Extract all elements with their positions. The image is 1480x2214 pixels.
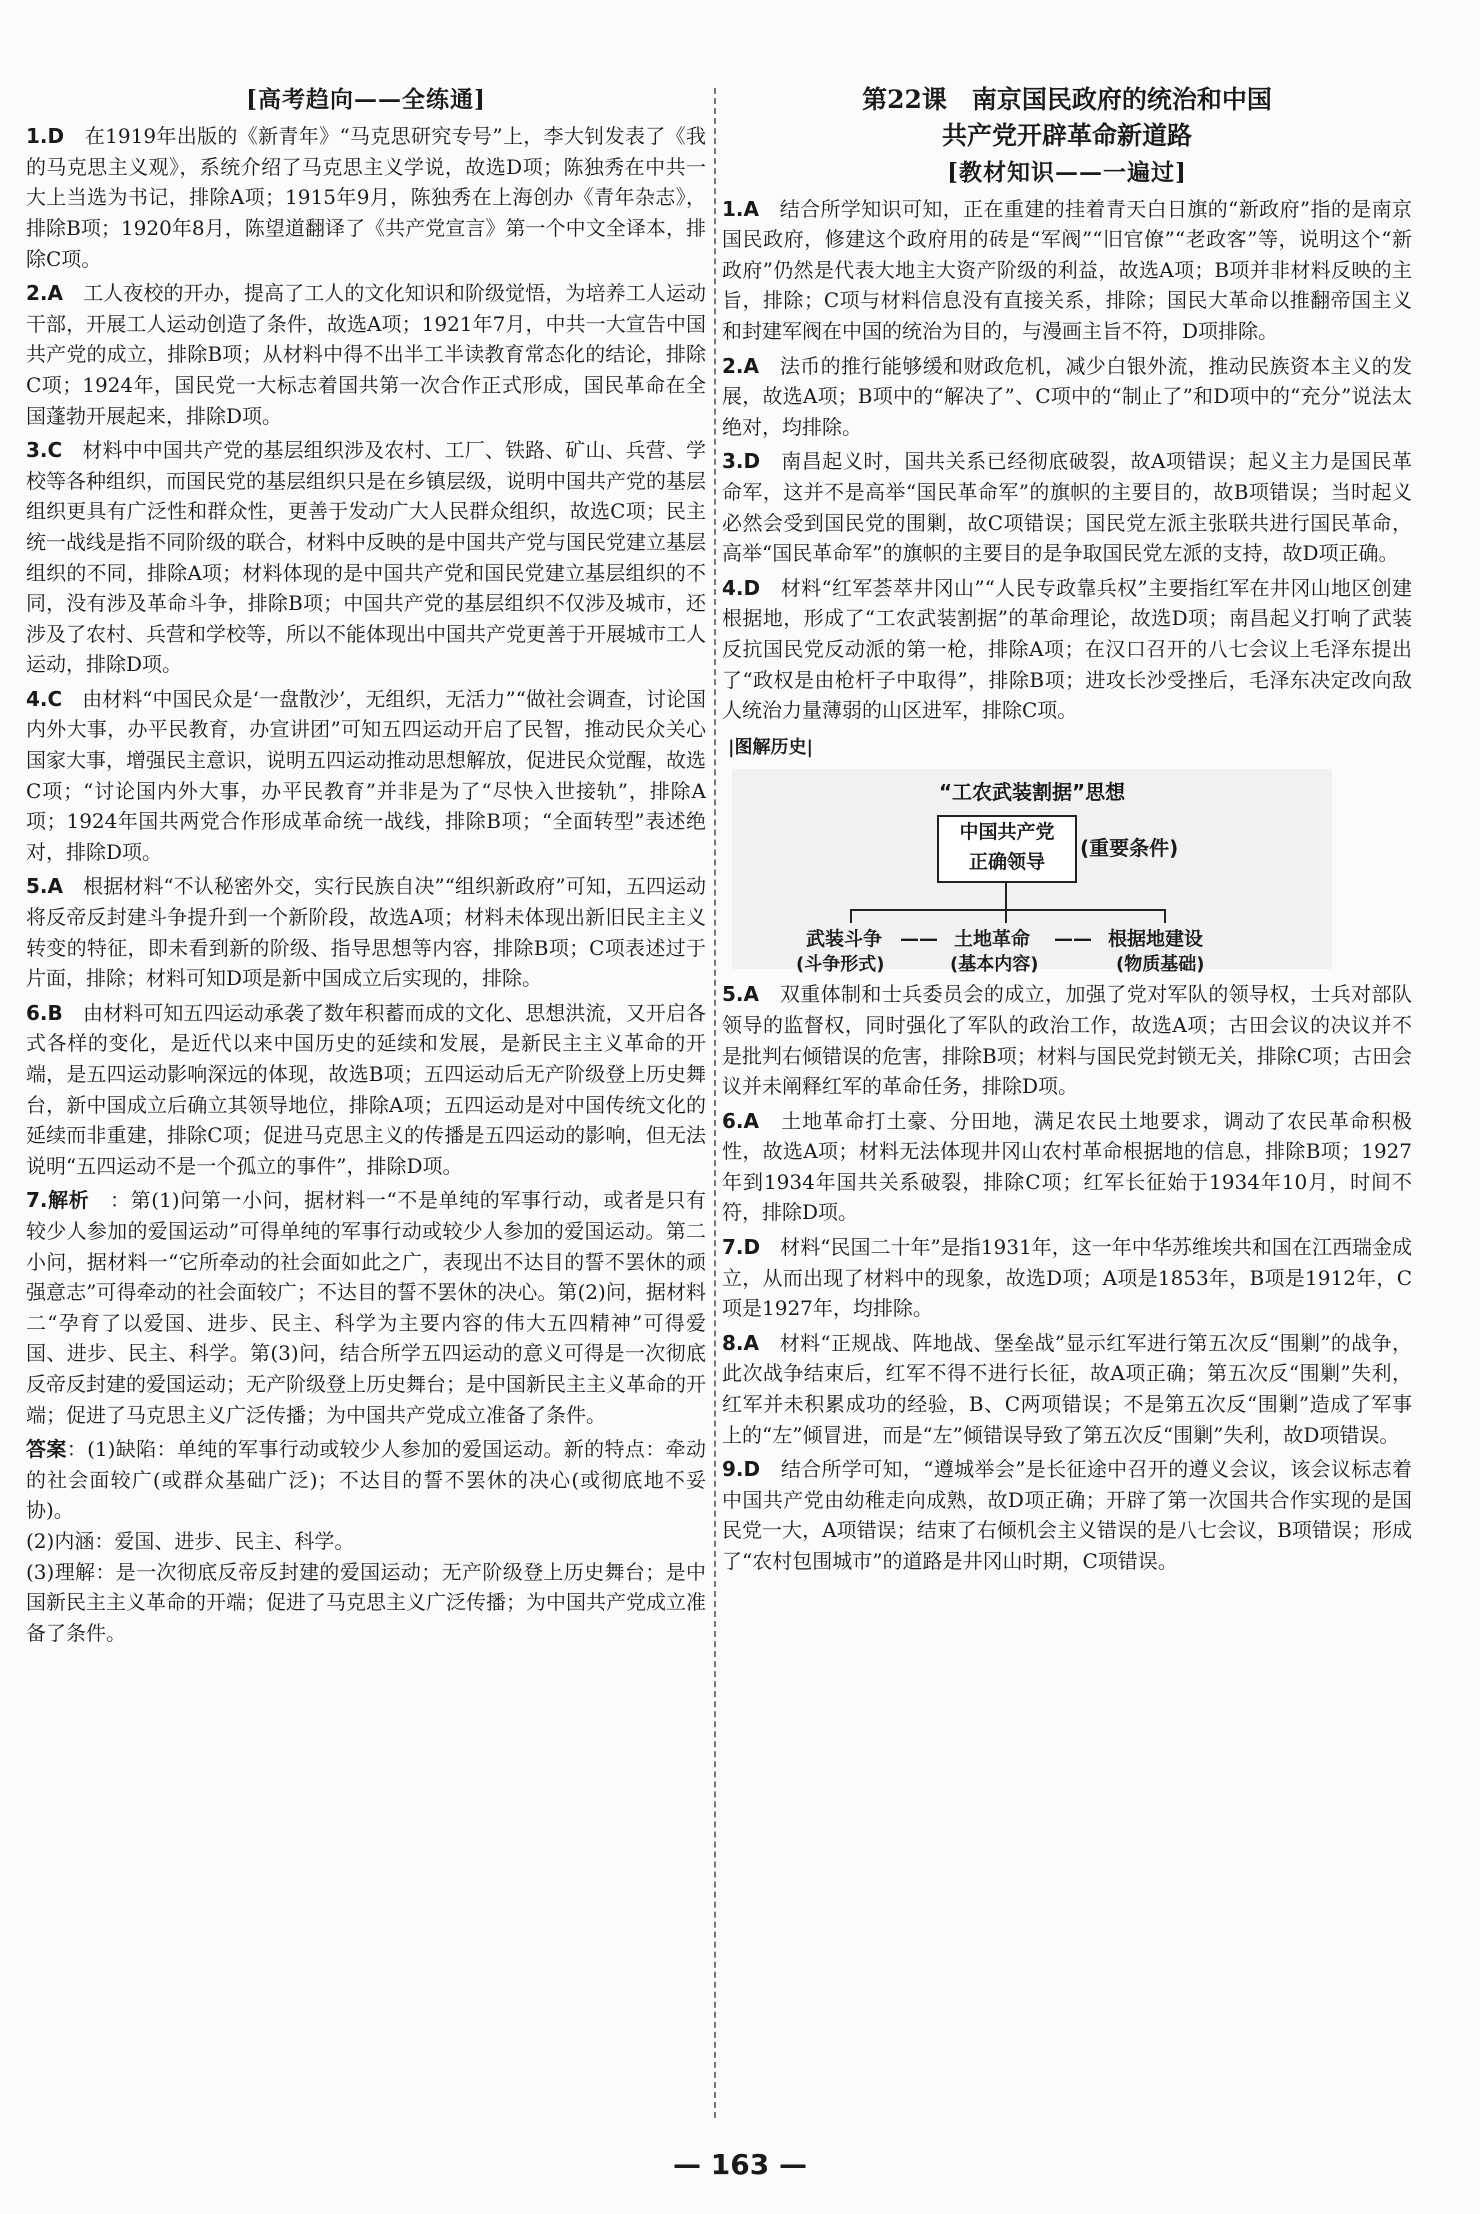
answer-item	[722, 1106, 1412, 1228]
item-text: 结合所学可知，“遵城举会”是长征途中召开的遵义会议，该会议标志着中国共产党由幼稚走向成熟，故D项正确；开辟了第一次国共合作实现的是国民党一大，A项错误；结束了右倾机会主义错误的是八七会议，B项错误；形成了“农村包围城市”的道路是井冈山时期，C项错误。	[722, 1457, 1413, 1573]
diagram-leadership-box	[937, 815, 1077, 883]
section-heading-practice: [高考趋向——全练通]	[246, 86, 486, 113]
item-text: 材料“民国二十年”是指1931年，这一年中华苏维埃共和国在江西瑞金成立，从而出现了材料中的现象，故选D项；A项是1853年，B项是1912年，C项是1927年，均排除。	[722, 1235, 1413, 1321]
answer-item	[722, 446, 1412, 568]
item-text: 由材料“中国民众是‘一盘散沙’，无组织，无活力”“做社会调查，讨论国内外大事，办平民教育，办宣讲团”可知五四运动开启了民智，推动民众关心国家大事，增强民主意识，说明五四运动推动思想解放，促进民众觉醒，故选C项；“讨论国内外大事，办平民教育”并非是为了“尽快入世接轨”，排除A项；1924年国共两党合作形成革命统一战线，排除B项；“全面转型”表述绝对，排除D项。	[26, 686, 707, 864]
answer-item	[26, 121, 706, 274]
left-answer-list	[26, 121, 706, 1430]
answer-item	[26, 1185, 706, 1430]
answer-item	[722, 1232, 1412, 1324]
item-number: 7.D	[722, 1235, 761, 1260]
lesson-title	[722, 82, 1412, 155]
item-number: 5.A	[26, 874, 63, 899]
illustrated-history-tag: |图解历史|	[728, 736, 814, 758]
answer-item	[26, 871, 706, 993]
item-text: 在1919年出版的《新青年》“马克思研究专号”上，李大钊发表了《我的马克思主义观》，系统介绍了马克思主义学说，故选D项；陈独秀在中共一大上当选为书记，排除A项；1915年9月，陈独秀在上海创办《青年杂志》，排除B项；1920年8月，陈望道翻译了《共产党宣言》第一个中文全译本，排除C项。	[26, 124, 706, 271]
item-text: 双重体制和士兵委员会的成立，加强了党对军队的领导权，士兵对部队领导的监督权，同时强化了军队的政治工作，故选A项；古田会议的决议并不是批判右倾错误的危害，排除B项；材料与国民党封锁无关，排除C项；古田会议并未阐释红军的革命任务，排除D项。	[722, 982, 1412, 1099]
item-text: 法币的推行能够缓和财政危机，减少白银外流，推动民族资本主义的发展，故选A项；B项中的“解决了”、C项中的“制止了”和D项中的“充分”说法太绝对，均排除。	[722, 353, 1412, 439]
item-number: 2.A	[26, 281, 63, 306]
connector	[850, 909, 1164, 911]
item-text: 南昌起义时，国共关系已经彻底破裂，故A项错误；起义主力是国民革命军，这并不是高举“国民革命军”的旗帜的主要目的，故B项错误；当时起义必然会受到国民党的围剿，故C项错误；国民党左派主张联共进行国民革命，高举“国民革命军”的旗帜的主要目的是争取国民党左派的支持，故D项正确。	[722, 449, 1412, 566]
item-text: 材料中中国共产党的基层组织涉及农村、工厂、铁路、矿山、兵营、学校等各种组织，而国民党的基层组织只是在乡镇层级，说明中国共产党的基层组织更具有广泛性和群众性，更善于发动广大人民群众组织，故选C项；民主统一战线是指不同阶级的联合，材料中反映的是中国共产党与国民党建立基层组织的不同，排除A项；材料体现的是中国共产党和国民党建立基层组织的不同，没有涉及革命斗争，排除B项；中国共产党的基层组织不仅涉及城市，还涉及了农村、兵营和学校等，所以不能体现出中国共产党更善于开展城市工人运动，排除D项。	[26, 438, 707, 677]
diagram-title: “工农武装割据”思想	[938, 780, 1126, 805]
lesson-title-line: 第22课 南京国民政府的统治和中国	[862, 85, 1272, 114]
right-answer-list-a	[722, 194, 1412, 726]
answer-item	[722, 1328, 1412, 1450]
connector	[850, 909, 852, 923]
diagram-sub-label: (斗争形式)	[796, 954, 885, 976]
right-column	[722, 82, 1412, 1581]
item-number: 3.D	[722, 449, 761, 474]
connector	[1005, 881, 1007, 909]
diagram-armed-struggle: 武装斗争	[806, 928, 883, 951]
item-number: 4.C	[26, 686, 63, 711]
item-text: ：第(1)问第一小问，据材料一“不是单纯的军事行动，或者是只有较少人参加的爱国运动”可得单纯的军事行动或较少人参加的爱国运动。第二小问，据材料一“它所牵动的社会面如此之广，表现出不达目的誓不罢休的顽强意志”可得牵动的社会面较广；不达目的誓不罢休的决心。第(2)问，据材料二“孕育了以爱国、进步、民主、科学为主要内容的伟大五四精神”可得爱国、进步、民主、科学。第(3)问，结合所学五四运动的意义可得是一次彻底反帝反封建的爱国运动；无产阶级登上历史舞台；是中国新民主主义革命的开端；促进了马克思主义广泛传播；为中国共产党成立准备了条件。	[26, 1188, 707, 1427]
diagram-base-building: 根据地建设	[1108, 928, 1204, 951]
item-number: 8.A	[722, 1330, 759, 1355]
right-answer-list-b	[722, 979, 1412, 1576]
item-number: 4.D	[722, 575, 761, 600]
answer-label: 答案	[26, 1437, 67, 1462]
item-text: 工人夜校的开办，提高了工人的文化知识和阶级觉悟，为培养工人运动干部，开展工人运动创造了条件，故选A项；1921年7月，中共一大宣告中国共产党的成立，排除B项；从材料中得不出半工半读教育常态化的结论，排除C项；1924年，国民党一大标志着国共第一次合作正式形成，国民革命在全国蓬勃开展起来，排除D项。	[26, 281, 706, 428]
lesson-title-line: 共产党开辟革命新道路	[941, 121, 1192, 151]
item-number: 9.D	[722, 1457, 761, 1482]
box-text: 正确领导	[968, 851, 1045, 874]
answer-item	[26, 998, 706, 1182]
answer-line: (2)内涵：爱国、进步、民主、科学。	[26, 1528, 355, 1553]
answer-item	[722, 573, 1412, 726]
box-text: 中国共产党	[959, 821, 1055, 844]
connector	[1005, 909, 1007, 923]
answer-block	[26, 1434, 706, 1526]
diagram-land-revolution: 土地革命	[954, 928, 1031, 951]
answer-item	[722, 1454, 1412, 1576]
diagram-dash: ——	[900, 928, 938, 951]
diagram-condition: (重要条件)	[1080, 836, 1179, 861]
diagram-sub-label: (物质基础)	[1116, 954, 1205, 976]
item-number: 3.C	[26, 438, 63, 463]
answer-item	[722, 194, 1412, 347]
answer-line: ：(1)缺陷：单纯的军事行动或较少人参加的爱国运动。新的特点：牵动的社会面较广(或群众基础广泛)；不达目的誓不罢休的决心(或彻底地不妥协)。	[26, 1437, 706, 1523]
item-text: 材料“红军荟萃井冈山”“人民专政靠兵权”主要指红军在井冈山地区创建根据地，形成了“工农武装割据”的革命理论，故选D项；南昌起义打响了武装反抗国民党反动派的第一枪，排除A项；在汉口召开的八七会议上毛泽东提出了“政权是由枪杆子中取得”，排除B项；进攻长沙受挫后，毛泽东决定改向敌人统治力量薄弱的山区进军，排除C项。	[722, 575, 1412, 723]
answer-item	[26, 278, 706, 431]
item-text: 材料“正规战、阵地战、堡垒战”显示红军进行第五次反“围剿”的战争，此次战争结束后，红军不得不进行长征，故A项正确；第五次反“围剿”失利，红军并未积累成功的经验，B、C两项错误；不是第五次反“围剿”造成了军事上的“左”倾冒进，而是“左”倾错误导致了第五次反“围剿”失利，故D项错误。	[722, 1330, 1412, 1447]
item-number: 7.解析	[26, 1188, 90, 1213]
item-text: 土地革命打土豪、分田地，满足农民土地要求，调动了农民革命积极性，故选A项；材料无法体现井冈山农村革命根据地的信息，排除B项；1927年到1934年国共关系破裂，排除C项；红军长征始于1934年10月，时间不符，排除D项。	[722, 1108, 1413, 1225]
diagram-dash: ——	[1054, 928, 1092, 951]
answer-line: (3)理解：是一次彻底反帝反封建的爱国运动；无产阶级登上历史舞台；是中国新民主主义革命的开端；促进了马克思主义广泛传播；为中国共产党成立准备了条件。	[26, 1559, 706, 1645]
left-column	[26, 82, 706, 1648]
item-text: 结合所学知识可知，正在重建的挂着青天白日旗的“新政府”指的是南京国民政府，修建这个政府用的砖是“军阀”“旧官僚”“老政客”等，说明这个“新政府”仍然是代表大地主大资产阶级的利益，故选A项；B项并非材料反映的主旨，排除；C项与材料信息没有直接关系，排除；国民大革命以推翻帝国主义和封建军阀在中国的统治为目的，与漫画主旨不符，D项排除。	[722, 196, 1413, 344]
item-number: 6.B	[26, 1000, 63, 1025]
page-number: — 163 —	[673, 2148, 807, 2181]
answer-item	[722, 979, 1412, 1101]
armed-separatism-diagram	[732, 769, 1332, 976]
diagram-sub-label: (基本内容)	[950, 954, 1039, 976]
item-number: 5.A	[722, 982, 759, 1007]
section-heading-textbook: [教材知识——一遍过]	[947, 158, 1187, 186]
answer-item	[722, 351, 1412, 443]
answer-item	[26, 435, 706, 680]
item-number: 2.A	[722, 353, 759, 378]
item-number: 6.A	[722, 1108, 759, 1133]
answer-item	[26, 684, 706, 868]
item-number: 1.A	[722, 196, 759, 221]
item-text: 根据材料“不认秘密外交，实行民族自决”“组织新政府”可知，五四运动将反帝反封建斗争提升到一个新阶段，故选A项；材料未体现出新旧民主主义转变的特征，即未看到新的阶级、指导思想等内容，排除B项；C项表述过于片面，排除；材料可知D项是新中国成立后实现的，排除。	[26, 874, 707, 991]
item-number: 1.D	[26, 124, 65, 149]
column-divider	[714, 88, 716, 2118]
item-text: 由材料可知五四运动承袭了数年积蓄而成的文化、思想洪流，又开启各式各样的变化，是近代以来中国历史的延续和发展，是新民主主义革命的开端，是五四运动影响深远的体现，故选B项；五四运动后无产阶级登上历史舞台，新中国成立后确立其领导地位，排除A项；五四运动是对中国传统文化的延续而非重建，排除C项；促进马克思主义的传播是五四运动的影响，但无法说明“五四运动不是一个孤立的事件”，排除D项。	[26, 1000, 707, 1178]
connector	[1164, 909, 1166, 923]
